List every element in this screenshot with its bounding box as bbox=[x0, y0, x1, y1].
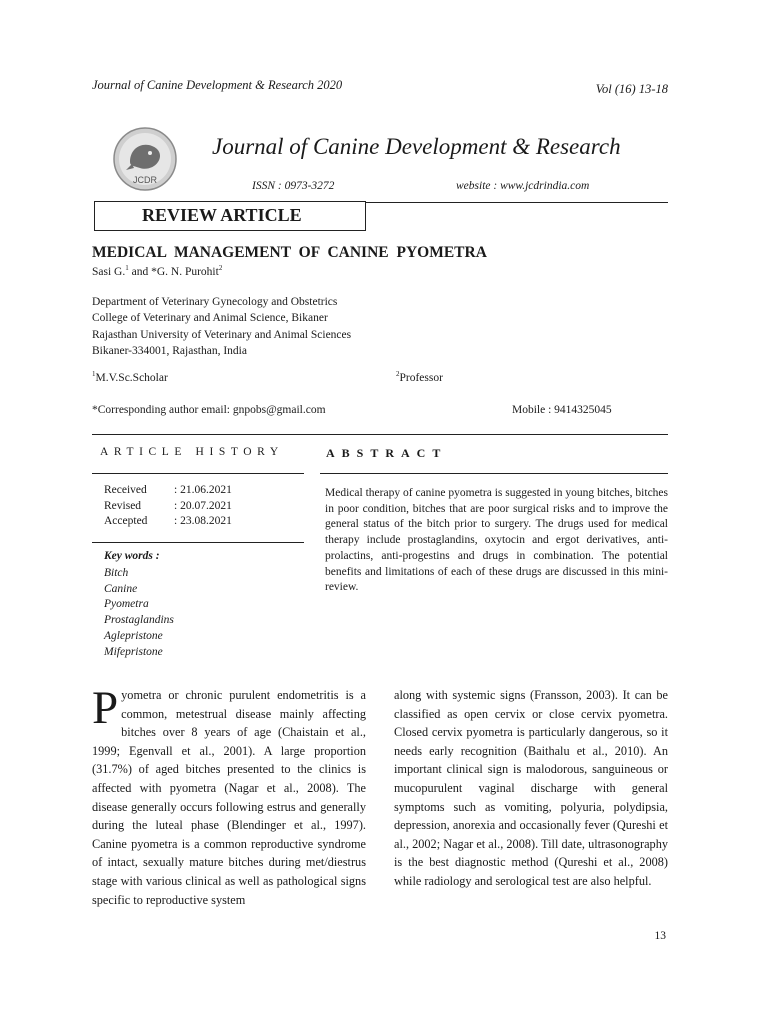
article-type-label: REVIEW ARTICLE bbox=[142, 205, 302, 225]
author-note-1: $^1$M.V.Sc.Scholar bbox=[92, 370, 168, 384]
issn: ISSN : 0973-3272 bbox=[252, 180, 335, 192]
affiliation bbox=[92, 294, 351, 359]
keyword: Pyometra bbox=[104, 598, 149, 611]
keyword: Canine bbox=[104, 582, 138, 595]
affiliation-line: College of Veterinary and Animal Science, Bikaner bbox=[92, 312, 328, 325]
keywords-list bbox=[104, 566, 174, 660]
body-text-right: along with systemic signs (Fransson, 2003). It can be classified as open cervix or close cervix pyometra. Closed cervix pyometra is particularly dangerous, so it needs early recognition (Baithalu et al., 2010). An important clinical sign is malodorous, sanguineous or mucopurulent vaginal discharge with general symptoms such as vomiting, polyuria, polydipsia, depression, anorexia and occasionally fever (Qureshi et al., 2002; Nagar et al., 2008). Till date, ultrasonography is the best diagnostic method (Qureshi et al., 2008) while radiology and serological test are also helpful. bbox=[394, 688, 668, 888]
keyword: Mifepristone bbox=[104, 645, 163, 658]
website: website : www.jcdrindia.com bbox=[456, 180, 590, 192]
history-row: Accepted : 23.08.2021 bbox=[104, 515, 232, 528]
history-divider-bottom bbox=[92, 542, 304, 543]
author-note-2: $^2$Professor bbox=[396, 370, 443, 384]
keyword: Bitch bbox=[104, 567, 129, 579]
running-header-journal: Journal of Canine Development & Research 2020 bbox=[92, 78, 343, 92]
abstract-divider bbox=[320, 473, 668, 474]
body-column-right bbox=[394, 686, 668, 891]
affiliation-line: Bikaner-334001, Rajasthan, India bbox=[92, 344, 247, 357]
abstract-heading: ABSTRACT bbox=[326, 446, 448, 460]
author-1-sup: 1 bbox=[125, 264, 129, 272]
page-number: 13 bbox=[654, 930, 666, 942]
journal-title: Journal of Canine Development & Research bbox=[212, 134, 621, 159]
affiliation-line: Department of Veterinary Gynecology and Obstetrics bbox=[92, 296, 338, 308]
body-text-left: yometra or chronic purulent endometritis is a common, metestrual disease mainly affecting bitches over 8 years of age (Chaistain et al., 1999; Egenvall et al., 2001). A large proportion (31.7%) of aged bitches presented to the clinics is affected with pyometra (Nagar et al., 2008). The disease generally occurs following estrus and generally during the luteal phase (Blendinger et al., 1997). Canine pyometra is a common reproductive syndrome of intact, sexually mature bitches during met/diestrus stage with various clinical as well as pathological signs specific to reproductive system bbox=[92, 688, 366, 907]
body-column-left bbox=[92, 682, 366, 909]
header-rule bbox=[366, 202, 668, 203]
running-header-volume: Vol (16) 13-18 bbox=[595, 82, 668, 96]
mobile-number: Mobile : 9414325045 bbox=[512, 404, 612, 416]
keyword: Aglepristone bbox=[104, 629, 163, 642]
author-2: and *G. N. Purohit bbox=[128, 265, 219, 278]
keywords-heading: Key words : bbox=[104, 550, 160, 562]
article-history-heading: ARTICLE HISTORY bbox=[100, 446, 284, 458]
affiliation-line: Rajasthan University of Veterinary and Animal Sciences bbox=[92, 328, 352, 341]
corresponding-email: *Corresponding author email: gnpobs@gmail.com bbox=[92, 404, 326, 416]
history-row: Revised : 20.07.2021 bbox=[104, 499, 232, 512]
author-2-sup: 2 bbox=[218, 264, 223, 272]
history-divider-top bbox=[92, 473, 304, 474]
logo-text: JCDR bbox=[133, 175, 157, 185]
article-title: MEDICAL MANAGEMENT OF CANINE PYOMETRA bbox=[92, 244, 487, 261]
abstract-text: Medical therapy of canine pyometra is suggested in young bitches, bitches in poor condition, bitches that are poor surgical risks and to improve the general status of the bitch prior to surgery. The drugs used for medical therapy include prostaglandins, oxytocin and ergot derivatives, anti-prolactins, anti-progestins and drugs in combination. The potential benefits and limitations of each of these drugs are discussed in this mini-review. bbox=[325, 487, 668, 594]
history-table bbox=[104, 483, 232, 530]
journal-logo bbox=[112, 126, 178, 192]
author-1: Sasi G. bbox=[92, 265, 126, 278]
drop-cap: P bbox=[92, 682, 119, 734]
keyword: Prostaglandins bbox=[104, 614, 174, 627]
section-divider bbox=[92, 434, 668, 435]
history-row: Received : 21.06.2021 bbox=[104, 484, 232, 496]
authors bbox=[92, 264, 222, 278]
